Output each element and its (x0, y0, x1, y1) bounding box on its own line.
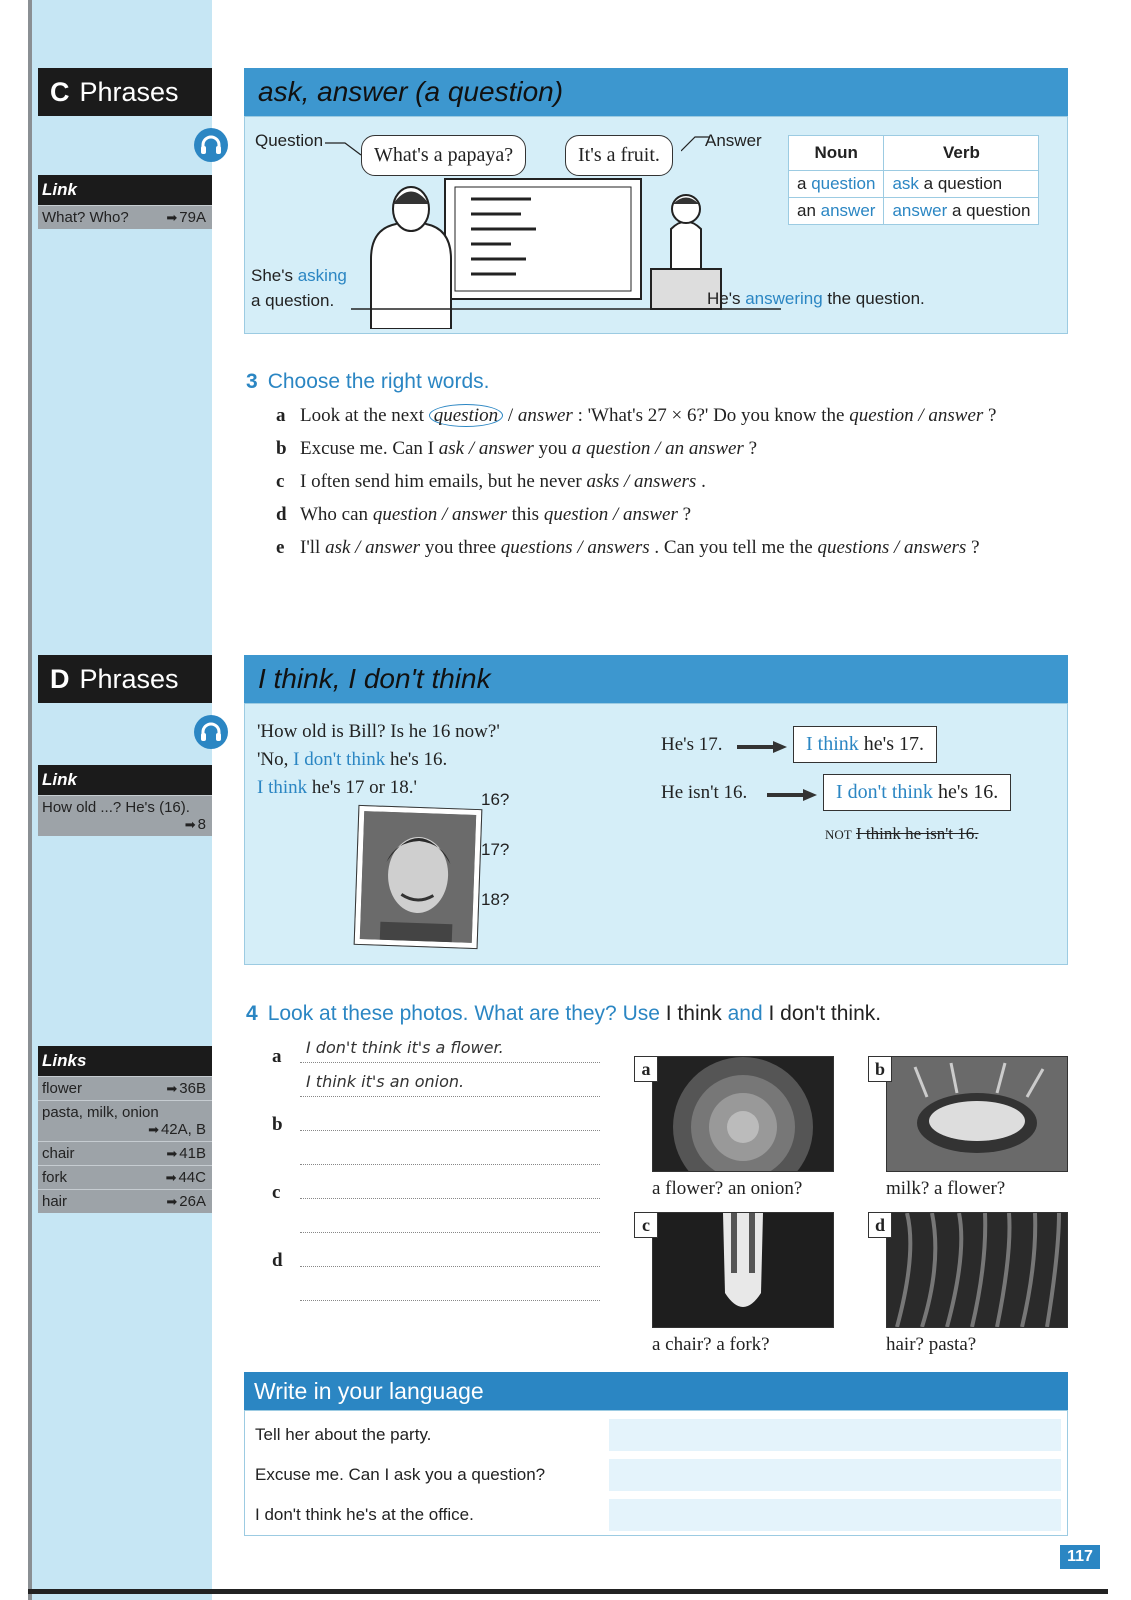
noun-header: Noun (789, 136, 884, 171)
link-row[interactable]: fork ➡ 44C (38, 1165, 212, 1189)
section-d-label: D Phrases (38, 655, 212, 703)
translation-input[interactable] (609, 1459, 1061, 1491)
answer-line[interactable] (300, 1266, 600, 1267)
table-row: an answer answer a question (789, 198, 1039, 225)
link-box-c (38, 175, 212, 229)
headphones-icon[interactable] (194, 715, 228, 749)
page-number: 117 (1060, 1545, 1100, 1569)
phrase-line: I don't think he's at the office. (255, 1505, 474, 1524)
exercise-item: e I'll ask / answer you three questions / answers . Can you tell me the questions / answers ? (276, 537, 980, 558)
exercise-item: a Look at the next question / answer : 'What's 27 × 6?' Do you know the question / answer ? (276, 405, 997, 426)
photo-letter: c (634, 1212, 658, 1238)
photo-letter: a (634, 1056, 658, 1082)
photo-caption: a chair? a fork? (652, 1334, 770, 1355)
headphones-icon[interactable] (194, 128, 228, 162)
translation-input[interactable] (609, 1499, 1061, 1531)
handwritten-answer: I think it's an onion. (306, 1072, 465, 1091)
photo-letter: b (868, 1056, 892, 1082)
photo-fork (652, 1212, 834, 1328)
link-row[interactable]: pasta, milk, onion ➡ 42A, B (38, 1100, 212, 1141)
photo-caption: a flower? an onion? (652, 1178, 803, 1199)
write-in-your-language-title: Write in your language (244, 1372, 1068, 1410)
answer-label: Answer (705, 131, 762, 150)
question-bubble: What's a papaya? (361, 135, 526, 176)
bottom-rule (28, 1589, 1108, 1594)
link-heading: Link (38, 175, 212, 205)
noun-verb-table (788, 135, 1039, 225)
link-ref: ➡ 79A (166, 209, 206, 226)
answer-line[interactable] (300, 1232, 600, 1233)
circled-answer: question (429, 404, 503, 427)
link-box-d (38, 765, 212, 836)
photo-letter: d (868, 1212, 892, 1238)
verb-header: Verb (884, 136, 1039, 171)
rule2-box: I don't think he's 16. (823, 774, 1011, 811)
link-ref: ➡ 8 (185, 816, 206, 833)
link-row[interactable]: flower ➡ 36B (38, 1076, 212, 1100)
arrow-right-icon (737, 740, 789, 754)
answer-letter: a (272, 1046, 282, 1067)
exercise-3-items (276, 402, 1016, 567)
rule1-left: He's 17. (661, 734, 723, 755)
answer-line[interactable] (300, 1130, 600, 1131)
handwritten-answer: I don't think it's a flower. (306, 1038, 504, 1057)
section-c-title: ask, answer (a question) (244, 68, 1068, 116)
answer-bubble: It's a fruit. (565, 135, 673, 176)
link-row[interactable]: hair ➡ 26A (38, 1189, 212, 1213)
photo-boy (355, 806, 482, 948)
links-heading: Links (38, 1046, 212, 1076)
answer-letter: c (272, 1182, 281, 1203)
age-option: 16? (481, 790, 510, 809)
answer-line[interactable] (300, 1164, 600, 1165)
not-note: NOT I think he isn't 16. (825, 824, 979, 843)
write-in-your-language-box (244, 1410, 1068, 1536)
exercise-item: d Who can question / answer this question / answer ? (276, 504, 692, 525)
links-box (38, 1046, 212, 1213)
photo-onion (652, 1056, 834, 1172)
exercise-3-title: 3 Choose the right words. (246, 370, 490, 393)
rule1-box: I think he's 17. (793, 726, 937, 763)
photo-milk (886, 1056, 1068, 1172)
photo-caption: hair? pasta? (886, 1334, 977, 1355)
question-label: Question (255, 131, 324, 150)
answer-line[interactable] (300, 1300, 600, 1301)
page-edge (28, 0, 32, 1600)
link-row[interactable]: How old ...? He's (16). ➡ 8 (38, 795, 212, 836)
section-d-panel (244, 703, 1068, 965)
caption-asking: She's asking a question. (251, 266, 347, 310)
pointer-line (325, 139, 365, 159)
age-option: 17? (481, 840, 510, 859)
translation-input[interactable] (609, 1419, 1061, 1451)
answer-line[interactable] (300, 1096, 600, 1097)
link-row[interactable]: What? Who? ➡ 79A (38, 205, 212, 229)
section-c-label: C Phrases (38, 68, 212, 116)
rule2-left: He isn't 16. (661, 782, 748, 803)
answer-letter: d (272, 1250, 283, 1271)
link-heading: Link (38, 765, 212, 795)
dialog-text: 'How old is Bill? Is he 16 now?' 'No, I don't think he's 16. I think he's 17 or 18.' (257, 721, 500, 798)
section-d-title: I think, I don't think (244, 655, 1068, 703)
phrase-line: Excuse me. Can I ask you a question? (255, 1465, 546, 1484)
answer-line[interactable] (300, 1198, 600, 1199)
caption-answering: He's answering the question. (707, 289, 925, 308)
exercise-item: b Excuse me. Can I ask / answer you a question / an answer ? (276, 438, 758, 459)
arrow-right-icon (767, 788, 819, 802)
answer-letter: b (272, 1114, 283, 1135)
phrase-line: Tell her about the party. (255, 1425, 432, 1444)
photo-caption: milk? a flower? (886, 1178, 1006, 1199)
exercise-4-title: 4 Look at these photos. What are they? Use I think and I don't think. (246, 1002, 882, 1025)
table-row: a question ask a question (789, 171, 1039, 198)
age-option: 18? (481, 890, 510, 909)
answer-line[interactable] (300, 1062, 600, 1063)
exercise-item: c I often send him emails, but he never asks / answers . (276, 471, 706, 492)
photo-hair (886, 1212, 1068, 1328)
link-row[interactable]: chair ➡ 41B (38, 1141, 212, 1165)
